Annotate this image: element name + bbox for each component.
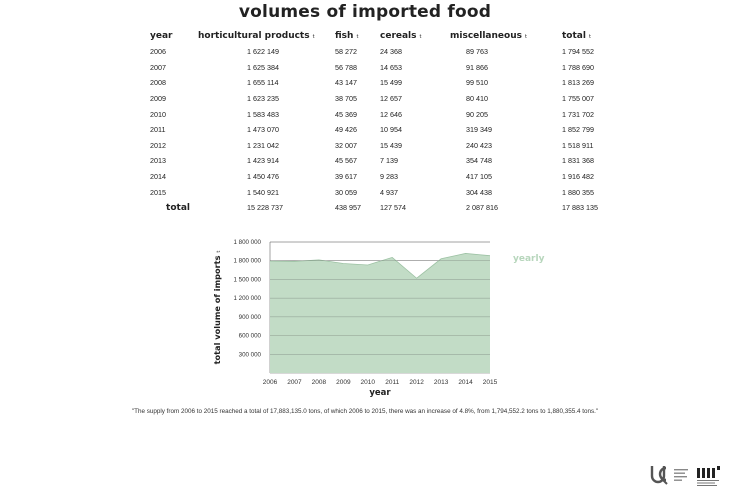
value-cell: 80 410 [466, 94, 488, 104]
x-tick-label: 2008 [311, 379, 327, 386]
year-cell: 2012 [150, 140, 166, 150]
table-header-row [140, 27, 642, 44]
x-tick-label: 2012 [409, 379, 424, 386]
value-cell: 1 518 911 [562, 140, 594, 150]
table-row [140, 184, 642, 200]
y-tick-label: 1 200 000 [233, 295, 261, 303]
table-row [140, 122, 642, 138]
value-cell: 12 657 [380, 94, 402, 104]
y-axis-label [212, 251, 222, 365]
table-row [140, 75, 642, 91]
value-cell: 1 473 070 [247, 125, 279, 135]
year-cell: 2009 [150, 94, 166, 104]
value-cell: 1 794 552 [562, 47, 594, 57]
col-header-cereals: cereals t [380, 30, 422, 41]
x-tick-label: 2013 [433, 379, 449, 386]
table-row [140, 60, 642, 76]
col-header-fish: fish t [335, 30, 359, 41]
value-cell: 1 540 921 [247, 187, 279, 197]
value-cell: 45 369 [335, 109, 357, 119]
y-tick-label: 1 800 000 [233, 239, 261, 246]
lab-logo [648, 462, 690, 488]
value-cell: 240 423 [466, 140, 492, 150]
value-cell: 56 788 [335, 62, 357, 72]
value-cell: 9 283 [380, 172, 398, 182]
table-total-row [140, 200, 642, 216]
x-tick-label: 2009 [336, 379, 351, 386]
y-axis-label-text: total volume of imports [212, 255, 222, 365]
value-cell: 49 426 [335, 125, 357, 135]
value-cell: 7 139 [380, 156, 398, 166]
value-cell: 38 705 [335, 94, 357, 104]
x-tick-label: 2006 [262, 379, 278, 386]
year-cell: 2006 [150, 47, 166, 57]
value-cell: 58 272 [335, 47, 357, 57]
unit-label: t [356, 33, 359, 40]
value-cell: 12 646 [380, 109, 402, 119]
unit-label: t [524, 33, 527, 40]
table-row [140, 44, 642, 60]
unit-label: t [419, 33, 422, 40]
area-fill [270, 253, 490, 373]
value-cell: 99 510 [466, 78, 488, 88]
total-value-cell: 127 574 [380, 203, 406, 213]
table-body [140, 44, 642, 216]
total-value-cell: 15 228 737 [247, 203, 283, 213]
y-tick-label: 600 000 [238, 332, 261, 340]
total-value-cell: 2 087 816 [466, 203, 498, 213]
value-cell: 1 655 114 [247, 78, 279, 88]
col-header-miscellaneous: miscellaneous t [450, 30, 527, 41]
imports-area-chart [200, 230, 545, 400]
x-tick-label: 2015 [482, 379, 498, 386]
year-cell: 2014 [150, 172, 166, 182]
x-tick-label: 2010 [360, 379, 376, 386]
value-cell: 1 583 483 [247, 109, 279, 119]
table-row [140, 153, 642, 169]
total-value-cell: 438 957 [335, 203, 361, 213]
year-cell: 2008 [150, 78, 166, 88]
value-cell: 90 205 [466, 109, 488, 119]
x-tick-label: 2014 [458, 379, 473, 386]
value-cell: 1 880 355 [562, 187, 594, 197]
value-cell: 24 368 [380, 47, 402, 57]
value-cell: 10 954 [380, 125, 402, 135]
table-row [140, 169, 642, 185]
y-axis-unit: t [216, 250, 222, 253]
y-tick-label: 300 000 [238, 351, 261, 359]
value-cell: 1 916 482 [562, 172, 594, 182]
value-cell: 15 439 [380, 140, 402, 150]
y-tick-label: 1 800 000 [233, 257, 261, 265]
unit-label: t [312, 33, 315, 40]
value-cell: 1 623 235 [247, 94, 279, 104]
table-row [140, 138, 642, 154]
iaac-logo [696, 462, 722, 488]
value-cell: 1 625 384 [247, 62, 279, 72]
x-tick-label: 2011 [385, 379, 400, 386]
value-cell: 1 788 690 [562, 62, 594, 72]
y-tick-label: 900 000 [238, 313, 261, 321]
value-cell: 1 731 702 [562, 109, 594, 119]
table-row [140, 91, 642, 107]
value-cell: 91 866 [466, 62, 488, 72]
value-cell: 45 567 [335, 156, 357, 166]
value-cell: 15 499 [380, 78, 402, 88]
table-row [140, 106, 642, 122]
x-tick-label: 2007 [287, 379, 302, 386]
value-cell: 1 852 799 [562, 125, 594, 135]
value-cell: 319 349 [466, 125, 492, 135]
x-axis-label: year [369, 388, 391, 398]
page-title: volumes of imported food [238, 2, 492, 22]
year-cell: 2013 [150, 156, 166, 166]
unit-label: t [588, 33, 591, 40]
year-cell: 2015 [150, 187, 166, 197]
value-cell: 417 105 [466, 172, 492, 182]
summary-quote: "The supply from 2006 to 2015 reached a total of 17,883,135.0 tons, of which 2006 to 2015, there was an increase of 4.8%, from 1,794,552.2 tons to 1,880,355.4 tons." [131, 408, 599, 415]
value-cell: 1 423 914 [247, 156, 279, 166]
year-cell: 2010 [150, 109, 166, 119]
total-value-cell: 17 883 135 [562, 203, 598, 213]
value-cell: 1 831 368 [562, 156, 594, 166]
y-tick-label: 1 500 000 [233, 276, 261, 284]
col-header-total: total t [562, 30, 591, 41]
imports-table [140, 27, 642, 216]
col-header-year: year [150, 30, 173, 41]
value-cell: 32 007 [335, 140, 357, 150]
total-label: total [166, 202, 190, 213]
value-cell: 39 617 [335, 172, 357, 182]
legend-label: yearly [513, 254, 545, 264]
year-cell: 2011 [150, 125, 166, 135]
value-cell: 1 450 476 [247, 172, 279, 182]
value-cell: 30 059 [335, 187, 357, 197]
col-header-horticultural: horticultural products t [198, 30, 315, 41]
value-cell: 304 438 [466, 187, 492, 197]
value-cell: 43 147 [335, 78, 357, 88]
value-cell: 14 653 [380, 62, 402, 72]
value-cell: 1 622 149 [247, 47, 279, 57]
value-cell: 1 813 269 [562, 78, 594, 88]
value-cell: 1 231 042 [247, 140, 279, 150]
value-cell: 354 748 [466, 156, 492, 166]
value-cell: 1 755 007 [562, 94, 594, 104]
value-cell: 89 763 [466, 47, 488, 57]
value-cell: 4 937 [380, 187, 398, 197]
year-cell: 2007 [150, 62, 166, 72]
